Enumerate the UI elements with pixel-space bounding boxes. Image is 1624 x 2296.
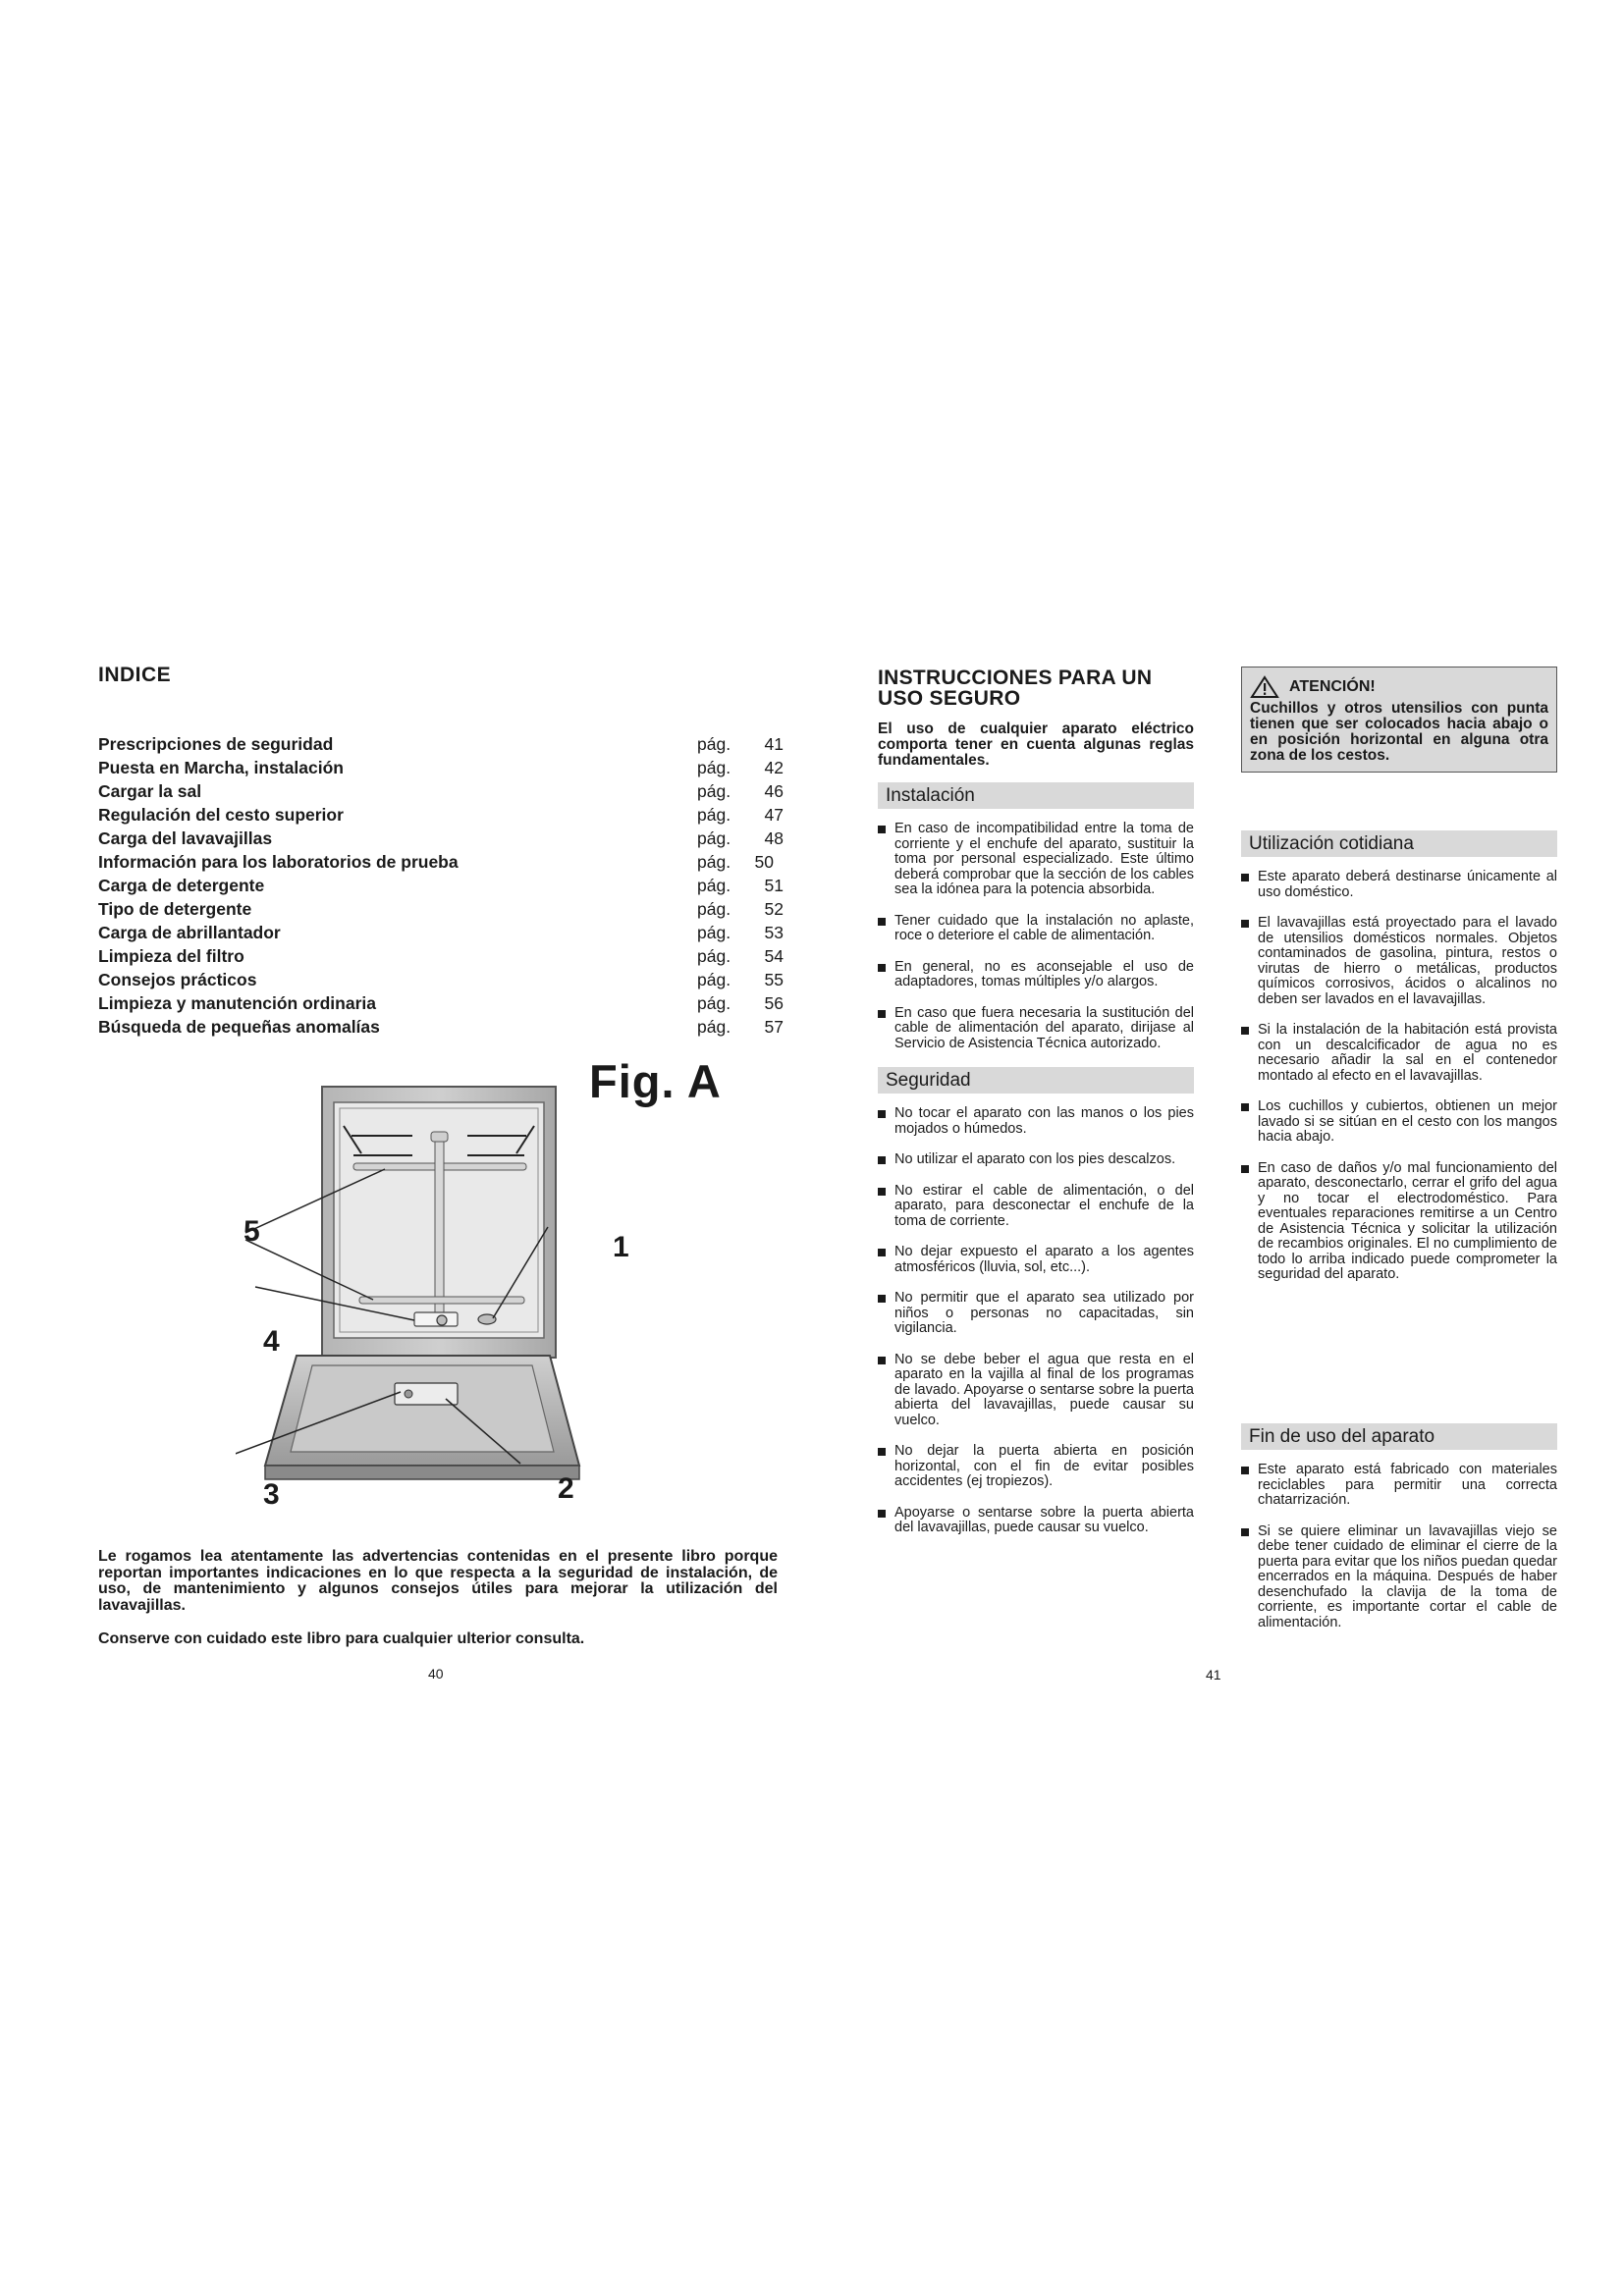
dispenser-knob [405, 1390, 412, 1398]
bullet-icon [878, 1188, 886, 1196]
list-item [878, 914, 1194, 944]
list-item [1241, 916, 1557, 1007]
bullet-icon [1241, 1103, 1249, 1111]
list-item-text: Este aparato deberá destinarse únicamente al uso doméstico. [1258, 869, 1557, 900]
toc-page-abbrev: pág. [697, 923, 731, 942]
bullet-icon [878, 964, 886, 972]
list-item [878, 960, 1194, 990]
central-water-tube [435, 1136, 444, 1312]
page-number-right: 41 [1206, 1667, 1221, 1682]
list-item-text: No dejar expuesto el aparato a los agentes atmosféricos (lluvia, sol, etc...). [894, 1244, 1194, 1275]
toc-page-abbrev: pág. [697, 828, 731, 848]
bullet-icon [878, 1249, 886, 1256]
figure-label: Fig. A [589, 1055, 722, 1107]
toc-page-number: 56 [764, 993, 784, 1013]
list-item [878, 1291, 1194, 1337]
heading-fin-de-uso: Fin de uso del aparato [1241, 1423, 1557, 1450]
toc-entry-title: Carga de abrillantador [98, 923, 281, 942]
salt-container-cap [478, 1314, 496, 1324]
table-of-contents [98, 734, 785, 1041]
toc-page-number: 41 [764, 734, 784, 754]
toc-page-number: 46 [764, 781, 784, 801]
tube-top-cap [431, 1132, 448, 1142]
toc-page-number: 50 [754, 852, 774, 872]
attention-heading [1250, 673, 1548, 701]
list-utilizacion [1241, 870, 1557, 1283]
bullet-icon [878, 1110, 886, 1118]
toc-page-abbrev: pág. [697, 805, 731, 825]
attention-box [1241, 667, 1557, 773]
toc-page-number: 51 [764, 876, 784, 895]
toc-entry-title: Cargar la sal [98, 781, 202, 801]
toc-row [98, 993, 785, 1017]
toc-page-abbrev: pág. [697, 781, 731, 801]
page-number-left: 40 [428, 1666, 444, 1682]
list-item [878, 1152, 1194, 1168]
list-item [878, 1106, 1194, 1137]
toc-page-abbrev: pág. [697, 993, 731, 1013]
toc-entry-title: Tipo de detergente [98, 899, 252, 919]
bullet-icon [878, 1357, 886, 1364]
bullet-icon [878, 1448, 886, 1456]
toc-page-number: 52 [764, 899, 784, 919]
list-item-text: No dejar la puerta abierta en posición horizontal, con el fin de evitar posibles accidentes (ej tropiezos). [894, 1443, 1194, 1489]
list-item [878, 1245, 1194, 1275]
intro-paragraph: Le rogamos lea atentamente las advertencias contenidas en el presente libro porque reportan importantes indicaciones en lo que respecta a la seguridad de instalación, de uso, de mantenimiento y algunos consejos útiles para mejorar la utilización del lavavajillas. [98, 1548, 778, 1614]
attention-text: Cuchillos y otros utensilios con punta tienen que ser colocados hacia abajo o en posición horizontal en alguna otra zona de los cestos. [1250, 700, 1548, 764]
toc-entry-title: Limpieza y manutención ordinaria [98, 993, 376, 1013]
index-title: INDICE [98, 664, 172, 686]
toc-page-number: 55 [764, 970, 784, 989]
toc-row [98, 970, 785, 993]
callout-label-3: 3 [263, 1478, 280, 1511]
toc-page-number: 53 [764, 923, 784, 942]
bullet-icon [1241, 1467, 1249, 1474]
safety-column-2 [1241, 830, 1557, 1299]
list-item [878, 822, 1194, 898]
toc-page-abbrev: pág. [697, 734, 731, 754]
toc-row [98, 758, 785, 781]
list-item [878, 1184, 1194, 1230]
list-seguridad [878, 1106, 1194, 1536]
list-item-text: En caso que fuera necesaria la sustitución del cable de alimentación del aparato, dirijase al Servicio de Asistencia Técnica autorizado. [894, 1004, 1194, 1051]
toc-row [98, 734, 785, 758]
toc-entry-title: Búsqueda de pequeñas anomalías [98, 1017, 380, 1037]
callout-label-2: 2 [558, 1472, 574, 1505]
list-item [1241, 1161, 1557, 1283]
toc-page-number: 42 [764, 758, 784, 777]
warning-triangle-icon [1250, 675, 1279, 699]
bullet-icon [1241, 1528, 1249, 1536]
toc-row [98, 923, 785, 946]
toc-entry-title: Consejos prácticos [98, 970, 257, 989]
filter-handle [437, 1315, 447, 1325]
title-line-2: USO SEGURO [878, 687, 1021, 710]
lead-paragraph: El uso de cualquier aparato eléctrico comporta tener en cuenta algunas reglas fundamentales. [878, 721, 1194, 769]
list-item [1241, 1099, 1557, 1146]
toc-row [98, 876, 785, 899]
bullet-icon [878, 826, 886, 833]
section-title [878, 667, 1194, 709]
filter [414, 1312, 458, 1326]
bullet-icon [1241, 874, 1249, 881]
toc-entry-title: Puesta en Marcha, instalación [98, 758, 344, 777]
bullet-icon [1241, 1027, 1249, 1035]
door-inner-panel [291, 1365, 554, 1452]
title-line-1: INSTRUCCIONES PARA UN [878, 667, 1153, 689]
list-item-text: Este aparato está fabricado con materiales reciclables para permitir una correcta chatarrización. [1258, 1462, 1557, 1508]
list-item [878, 1444, 1194, 1490]
bullet-icon [878, 1010, 886, 1018]
list-item-text: En caso de incompatibilidad entre la toma de corriente y el enchufe del aparato, sustituir la toma por personal especializado. Este último deberá comprobar que la sección de los cables sea la idónea para la potencia absorbida. [894, 821, 1194, 897]
toc-page-abbrev: pág. [697, 876, 731, 895]
list-item-text: En general, no es aconsejable el uso de adaptadores, tomas múltiples y/o alargos. [894, 958, 1194, 989]
lower-spray-arm [359, 1297, 524, 1304]
bullet-icon [878, 918, 886, 926]
toc-entry-title: Regulación del cesto superior [98, 805, 344, 825]
toc-page-number: 47 [764, 805, 784, 825]
heading-utilizacion: Utilización cotidiana [1241, 830, 1557, 857]
list-item-text: No utilizar el aparato con los pies descalzos. [894, 1151, 1176, 1167]
toc-page-number: 48 [764, 828, 784, 848]
toc-page-number: 54 [764, 946, 784, 966]
list-item [1241, 1023, 1557, 1084]
heading-instalacion: Instalación [878, 782, 1194, 809]
toc-row [98, 946, 785, 970]
toc-page-abbrev: pág. [697, 852, 731, 872]
list-fin-de-uso [1241, 1463, 1557, 1630]
bullet-icon [878, 1510, 886, 1518]
toc-row [98, 1017, 785, 1041]
list-item-text: No tocar el aparato con las manos o los pies mojados o húmedos. [894, 1105, 1194, 1137]
list-item [1241, 870, 1557, 900]
toc-page-abbrev: pág. [697, 899, 731, 919]
toc-entry-title: Carga del lavavajillas [98, 828, 273, 848]
door-bottom-edge [265, 1466, 579, 1479]
toc-row [98, 899, 785, 923]
bullet-icon [1241, 920, 1249, 928]
attention-title: ATENCIÓN! [1289, 678, 1376, 695]
list-item-text: Si se quiere eliminar un lavavajillas viejo se debe tener cuidado de eliminar el cierre de la puerta para evitar que los niños puedan quedar encerrados en la máquina. Después de haber desenchufado la clavija de la toma de corriente, es importante cortar el cable de alimentación. [1258, 1522, 1557, 1630]
list-item [1241, 1524, 1557, 1631]
list-item [878, 1006, 1194, 1052]
list-item-text: No permitir que el aparato sea utilizado por niños o personas no capacitadas, sin vigilancia. [894, 1290, 1194, 1336]
toc-entry-title: Información para los laboratorios de prueba [98, 852, 459, 872]
bullet-icon [1241, 1165, 1249, 1173]
list-item-text: No se debe beber el agua que resta en el aparato en la vajilla al final de los programas de lavado. Apoyarse o sentarse sobre la puerta abierta del lavavajillas, puede causar su vuelco. [894, 1351, 1194, 1428]
list-item-text: No estirar el cable de alimentación, o del aparato, para desconectar el enchufe de la toma de corriente. [894, 1182, 1194, 1229]
callout-label-5: 5 [244, 1215, 260, 1248]
list-item [1241, 1463, 1557, 1509]
list-item [878, 1353, 1194, 1429]
list-item [878, 1506, 1194, 1536]
toc-page-abbrev: pág. [697, 970, 731, 989]
safety-column-1 [878, 667, 1194, 1552]
safety-column-2-end [1241, 1423, 1557, 1646]
callout-label-4: 4 [263, 1325, 280, 1358]
callout-label-1: 1 [613, 1231, 629, 1263]
dishwasher-illustration [236, 1075, 609, 1526]
toc-row [98, 852, 785, 876]
bullet-icon [878, 1156, 886, 1164]
toc-entry-title: Limpieza del filtro [98, 946, 244, 966]
list-item-text: Apoyarse o sentarse sobre la puerta abierta del lavavajillas, puede causar su vuelco. [894, 1504, 1194, 1535]
toc-page-abbrev: pág. [697, 946, 731, 966]
list-item-text: El lavavajillas está proyectado para el lavado de utensilios domésticos normales. Objetos contaminados de gasolina, pintura, restos o virutas de hierro o metálicas, productos químicos corrosivos, ácidos o alcalinos no deben ser lavados en el lavavajillas. [1258, 915, 1557, 1007]
list-item-text: Si la instalación de la habitación está provista con un descalcificador de agua no es necesario añadir la sal en el contenedor montado al efecto en el lavavajillas. [1258, 1022, 1557, 1084]
toc-entry-title: Carga de detergente [98, 876, 265, 895]
toc-page-abbrev: pág. [697, 758, 731, 777]
toc-row [98, 805, 785, 828]
toc-page-number: 57 [764, 1017, 784, 1037]
toc-page-abbrev: pág. [697, 1017, 731, 1037]
list-item-text: Tener cuidado que la instalación no aplaste, roce o deteriore el cable de alimentación. [894, 912, 1194, 943]
toc-row [98, 781, 785, 805]
list-item-text: En caso de daños y/o mal funcionamiento del aparato, desconectarlo, cerrar el grifo del agua y no tocar el electrodoméstico. Para eventuales reparaciones remitirse a un Centro de Asistencia Técnica y solicitar la utilización de recambios originales. El no cumplimiento de todo lo arriba indicado puede comprometer la seguridad del aparato. [1258, 1159, 1557, 1282]
toc-entry-title: Prescripciones de seguridad [98, 734, 334, 754]
bullet-icon [878, 1295, 886, 1303]
list-item-text: Los cuchillos y cubiertos, obtienen un mejor lavado si se sitúan en el cesto con los mangos hacia abajo. [1258, 1098, 1557, 1145]
toc-row [98, 828, 785, 852]
list-instalacion [878, 822, 1194, 1051]
heading-seguridad: Seguridad [878, 1067, 1194, 1094]
conserve-note: Conserve con cuidado este libro para cualquier ulterior consulta. [98, 1630, 585, 1647]
